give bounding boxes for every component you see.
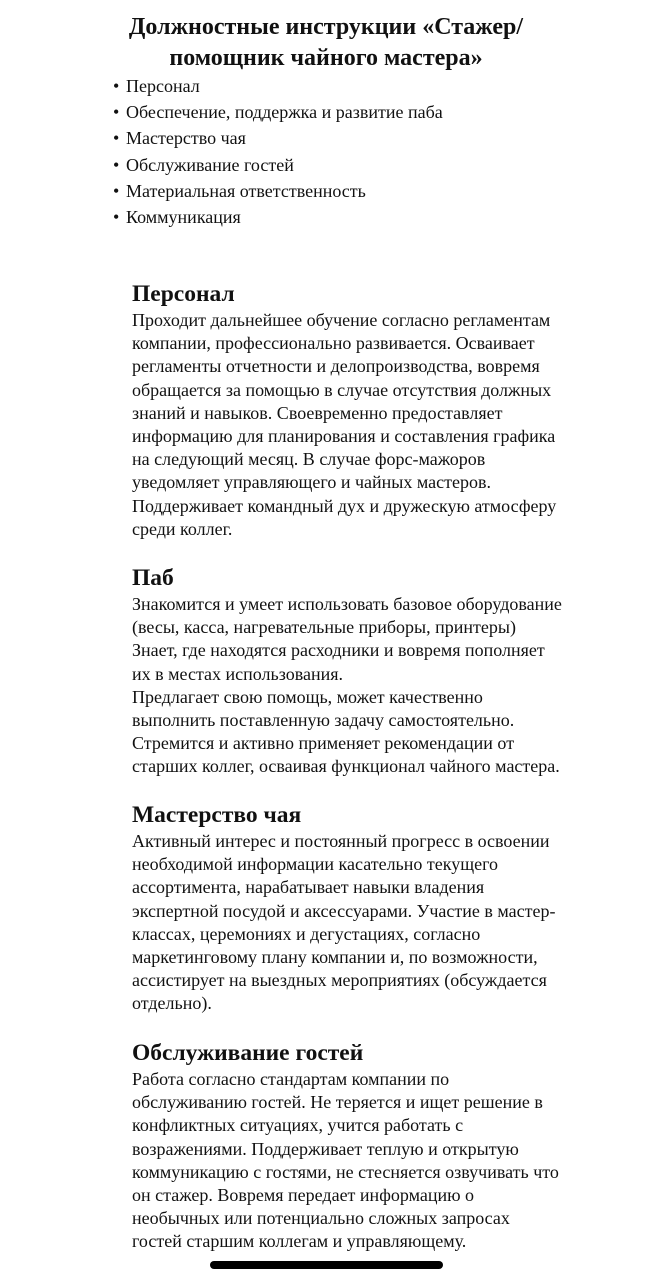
- toc-item-label: Коммуникация: [126, 207, 241, 228]
- section-tea-mastery: [132, 800, 632, 1016]
- document-title: Должностные инструкции «Стажер/ помощник чайного мастера»: [128, 14, 524, 71]
- section-heading: Персонал: [132, 281, 235, 307]
- bullet-icon: •: [113, 154, 120, 175]
- section-heading: Обслуживание гостей: [132, 1040, 364, 1066]
- section-body: Проходит дальнейшее обучение согласно регламентам компании, профессионально развивается. Осваивает регламенты отчетности и делопроизводства, вовремя обращается за помощью в случае отсутствия должных знаний и навыков. Своевременно предоставляет информацию для планирования и составления графика на следующий месяц. В случае форс-мажоров уведомляет управляющего и чайных мастеров. Поддерживает командный дух и дружескую атмосферу среди коллег.: [132, 310, 557, 539]
- toc-item-tea-mastery: [113, 125, 443, 151]
- toc-item-personnel: [113, 73, 443, 99]
- section-guest-service: [132, 1038, 632, 1254]
- bullet-icon: •: [113, 180, 120, 201]
- home-indicator[interactable]: [210, 1261, 443, 1269]
- toc-item-label: Обслуживание гостей: [126, 154, 294, 175]
- toc-item-pub-support: [113, 99, 443, 125]
- bullet-icon: •: [113, 128, 120, 149]
- section-personnel: [132, 279, 632, 541]
- toc-item-label: Персонал: [126, 76, 200, 96]
- section-body: Активный интерес и постоянный прогресс в освоении необходимой информации касательно текущего ассортимента, нарабатывает навыки владения экспертной посудой и аксессуарами. Участие в мастер- классах, церемониях и дегустациях, согласно маркетинговому плану компании и, по возможности, ассистирует на выездных мероприятиях (обсуждается отдельно).: [132, 831, 556, 1014]
- toc-item-label: Мастерство чая: [126, 128, 246, 149]
- section-body: Работа согласно стандартам компании по обслуживанию гостей. Не теряется и ищет решение в конфликтных ситуациях, учится работать с возражениями. Поддерживает теплую и открытую коммуникацию с гостями, не стесняется озвучивать что он стажер. Вовремя передает информацию о необычных или потенциально сложных запросах гостей старшим коллегам и управляющему.: [132, 1069, 559, 1252]
- toc-item-label: Обеспечение, поддержка и развитие паба: [126, 102, 443, 123]
- bullet-icon: •: [113, 207, 120, 228]
- section-heading: Мастерство чая: [132, 802, 302, 828]
- bullet-icon: •: [113, 76, 120, 96]
- section-body: Знакомится и умеет использовать базовое оборудование (весы, касса, нагревательные приборы, принтеры) Знает, где находятся расходники и вовремя пополняет их в местах использования. Предлагает свою помощь, может качественно выполнить поставленную задачу самостоятельно. Стремится и активно применяет рекомендации от старших коллег, осваивая функционал чайного мастера.: [132, 594, 562, 777]
- toc-item-communication: [113, 204, 443, 230]
- bullet-icon: •: [113, 102, 120, 123]
- section-heading: Паб: [132, 565, 174, 591]
- toc-item-guest-service: [113, 152, 443, 178]
- toc-item-label: Материальная ответственность: [126, 180, 366, 201]
- section-pub: [132, 563, 632, 779]
- toc-item-material-responsibility: [113, 178, 443, 204]
- table-of-contents: [113, 73, 443, 230]
